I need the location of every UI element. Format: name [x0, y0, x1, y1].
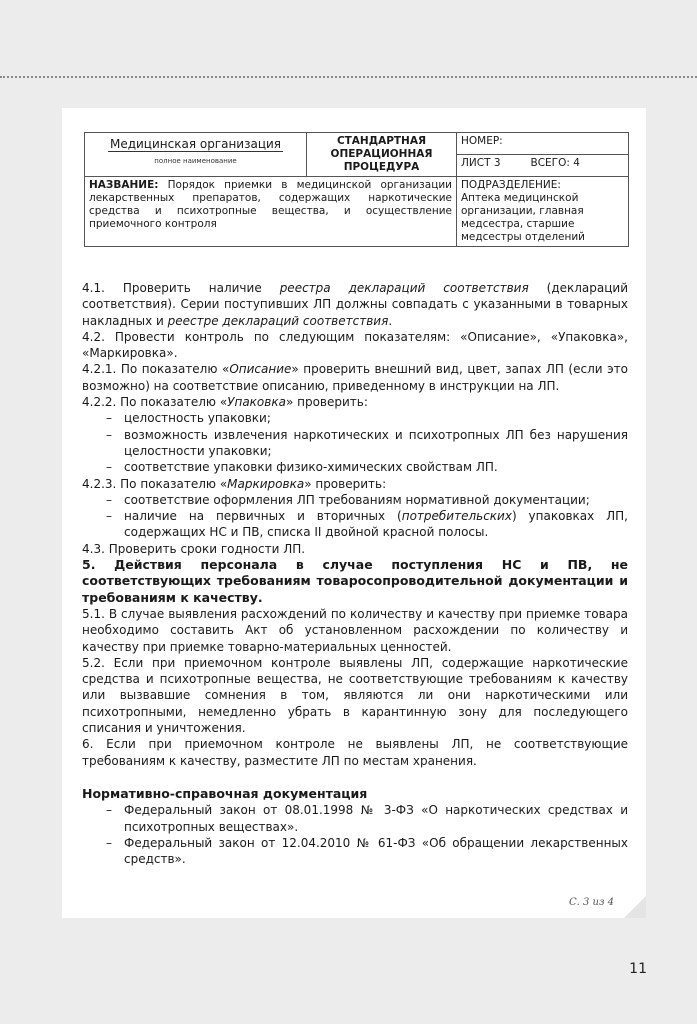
number-cell	[457, 133, 629, 155]
page-number: 11	[629, 961, 647, 977]
text-segment: 4.2.1. По показателю «	[82, 362, 230, 377]
para-4-2-1	[82, 361, 628, 394]
number-label: НОМЕР:	[461, 135, 503, 147]
text-segment: » проверить:	[285, 395, 368, 410]
dept-label: ПОДРАЗДЕЛЕНИЕ:	[461, 179, 561, 191]
dept-cell	[457, 177, 629, 247]
para-4-2-3	[82, 476, 628, 492]
para-4-3: 4.3. Проверить сроки годности ЛП.	[82, 541, 306, 556]
text-italic: реестре деклараций соответствия	[167, 313, 389, 328]
page-fold-corner	[624, 896, 646, 918]
para-5-2: 5.2. Если при приемочном контроле выявлены ЛП, содержащие наркотические средства и психотропные вещества, не соответствующие требованиям к качеству или вызвавшие сомнения в том, являются ли они наркотическими или психотропными, немедленно убрать в карантинную зону для последующего списания и уничтожения.	[82, 655, 628, 736]
refs-heading: Нормативно-справочная документация	[82, 785, 368, 801]
list-item	[82, 508, 628, 541]
org-name: Медицинская организация	[109, 137, 282, 151]
list-item: – соответствие упаковки физико-химических свойствам ЛП.	[82, 459, 628, 475]
text-segment: .	[388, 313, 393, 328]
sop-sheet	[62, 108, 646, 918]
list-item: – соответствие оформления ЛП требованиям нормативной документации;	[82, 492, 628, 508]
name-text: Порядок приемки в медицинской организации лекарственных препаратов, содержащих наркотические средства и психотропные вещества, и осуществление приемочного контроля	[89, 179, 452, 230]
dept-text: Аптека медицинской организации, главная медсестра, старшие медсестры отделений	[461, 192, 586, 243]
section-5-heading: 5. Действия персонала в случае поступления НС и ПВ, не соответствующих требованиям товаросопроводительной документации и требованиям к качеству.	[82, 557, 628, 605]
text-segment: 4.1. Проверить наличие	[82, 281, 280, 295]
sheet-cell	[457, 155, 629, 177]
text-segment: (деклараций соответствия). Серии поступивших ЛП должны совпадать с указанными в товарных накладных и	[82, 281, 629, 328]
text-italic: потребительских	[401, 509, 512, 524]
name-cell	[85, 177, 457, 247]
text-segment: » проверить:	[304, 476, 387, 491]
text-italic: Описание	[229, 362, 292, 377]
sheet-label: ЛИСТ 3	[461, 157, 501, 169]
para-4-2-2	[82, 394, 628, 410]
sop-title: СТАНДАРТНАЯ ОПЕРАЦИОННАЯ ПРОЦЕДУРА	[307, 133, 457, 177]
text-segment: 4.2.2. По показателю «	[82, 395, 228, 410]
text-italic: Упаковка	[227, 395, 286, 410]
text-segment: » проверить внешний вид, цвет, запах ЛП (если это возможно) на соответствие описанию, приведенному в инструкции на ЛП.	[82, 362, 628, 393]
text-italic: реестра деклараций соответствия	[279, 281, 529, 295]
para-5-1: 5.1. В случае выявления расхождений по количеству и качеству при приемке товара необходимо составить Акт об установленном расхождении по количеству и качеству при приемке товарно-материальных ценностей.	[82, 606, 628, 654]
para-6: 6. Если при приемочном контроле не выявлены ЛП, не соответствующие требованиям к качеству, разместите ЛП по местам хранения.	[82, 737, 628, 768]
top-dotted-rule	[0, 76, 697, 78]
text-italic: Маркировка	[227, 476, 305, 491]
name-label: НАЗВАНИЕ:	[89, 179, 159, 191]
text-segment: ) упаковках ЛП, содержащих НС и ПВ, списка II двойной красной полосы.	[124, 509, 628, 540]
para-4-2: 4.2. Провести контроль по следующим показателям: «Описание», «Упаковка», «Маркировка».	[82, 329, 628, 361]
sop-body	[82, 280, 628, 867]
list-item: – целостность упаковки;	[82, 410, 628, 426]
org-sub-label: полное наименование	[154, 157, 237, 165]
sop-header-table	[84, 132, 629, 247]
list-item: – Федеральный закон от 08.01.1998 № 3-ФЗ «О наркотических средствах и психотропных веществах».	[82, 802, 628, 835]
sheet-page-label: С. 3 из 4	[569, 897, 614, 908]
total-label: ВСЕГО: 4	[530, 157, 580, 169]
list-item: – Федеральный закон от 12.04.2010 № 61-ФЗ «Об обращении лекарственных средств».	[82, 835, 628, 868]
text-segment: наличие на первичных и вторичных (	[124, 509, 402, 524]
org-cell	[85, 133, 307, 177]
para-4-1	[82, 280, 628, 329]
text-segment: 4.2.3. По показателю «	[82, 476, 228, 491]
list-item: – возможность извлечения наркотических и психотропных ЛП без нарушения целостности упаковки;	[82, 427, 628, 460]
